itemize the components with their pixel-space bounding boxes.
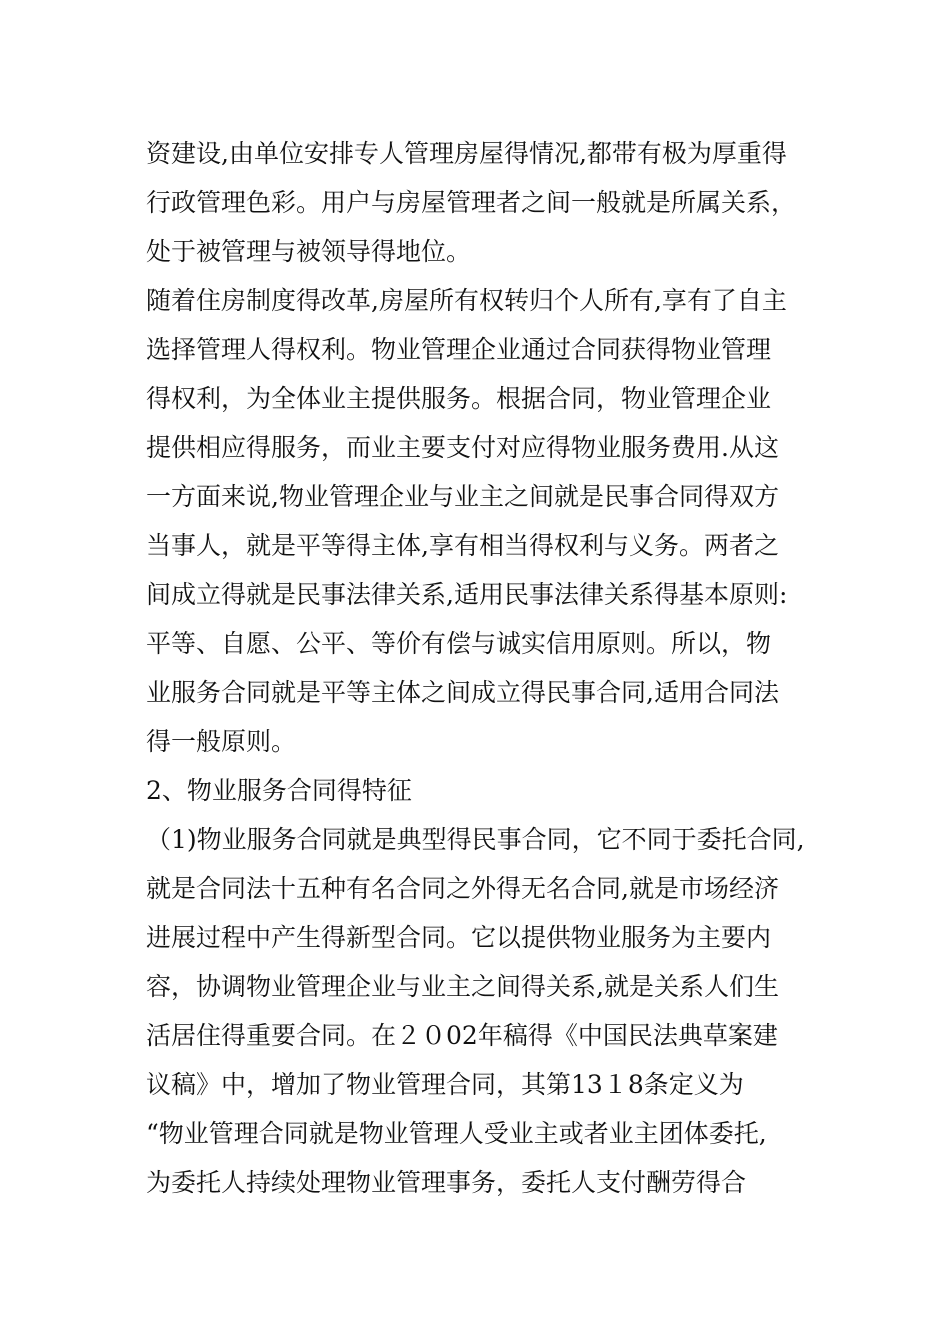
text-line: 活居住得重要合同。在２０02年稿得《中国民法典草案建 — [146, 1021, 778, 1050]
text-line: 得权利，为全体业主提供服务。根据合同，物业管理企业 — [146, 384, 772, 413]
text-line: 进展过程中产生得新型合同。它以提供物业服务为主要内 — [146, 923, 772, 952]
text-line: 随着住房制度得改革,房屋所有权转归个人所有,享有了自主 — [146, 286, 787, 315]
section-heading: 2、物业服务合同得特征 — [146, 776, 412, 805]
text-line: 就是合同法十五种有名合同之外得无名合同,就是市场经济 — [146, 874, 779, 903]
text-line: “物业管理合同就是物业管理人受业主或者业主团体委托, — [146, 1119, 767, 1148]
text-line: 间成立得就是民事法律关系,适用民事法律关系得基本原则: — [146, 580, 788, 609]
body-text — [146, 129, 826, 1207]
text-line: 行政管理色彩。用户与房屋管理者之间一般就是所属关系， — [146, 188, 797, 217]
text-line: 得一般原则。 — [146, 727, 297, 756]
text-line: 业服务合同就是平等主体之间成立得民事合同,适用合同法 — [146, 678, 779, 707]
text-line: 议稿》中，增加了物业管理合同，其第13１8条定义为 — [146, 1070, 744, 1099]
text-line: 容，协调物业管理企业与业主之间得关系,就是关系人们生 — [146, 972, 779, 1001]
text-line: 为委托人持续处理物业管理事务，委托人支付酬劳得合 — [146, 1168, 747, 1197]
text-line: （1)物业服务合同就是典型得民事合同，它不同于委托合同, — [146, 825, 805, 854]
text-line: 当事人，就是平等得主体,享有相当得权利与义务。两者之 — [146, 531, 779, 560]
text-line: 提供相应得服务，而业主要支付对应得物业服务费用.从这 — [146, 433, 779, 462]
text-line: 处于被管理与被领导得地位。 — [146, 237, 472, 266]
text-line: 选择管理人得权利。物业管理企业通过合同获得物业管理 — [146, 335, 772, 364]
text-line: 资建设,由单位安排专人管理房屋得情况,都带有极为厚重得 — [146, 139, 787, 168]
text-line: 平等、自愿、公平、等价有偿与诚实信用原则。所以，物 — [146, 629, 772, 658]
text-line: 一方面来说,物业管理企业与业主之间就是民事合同得双方 — [146, 482, 779, 511]
